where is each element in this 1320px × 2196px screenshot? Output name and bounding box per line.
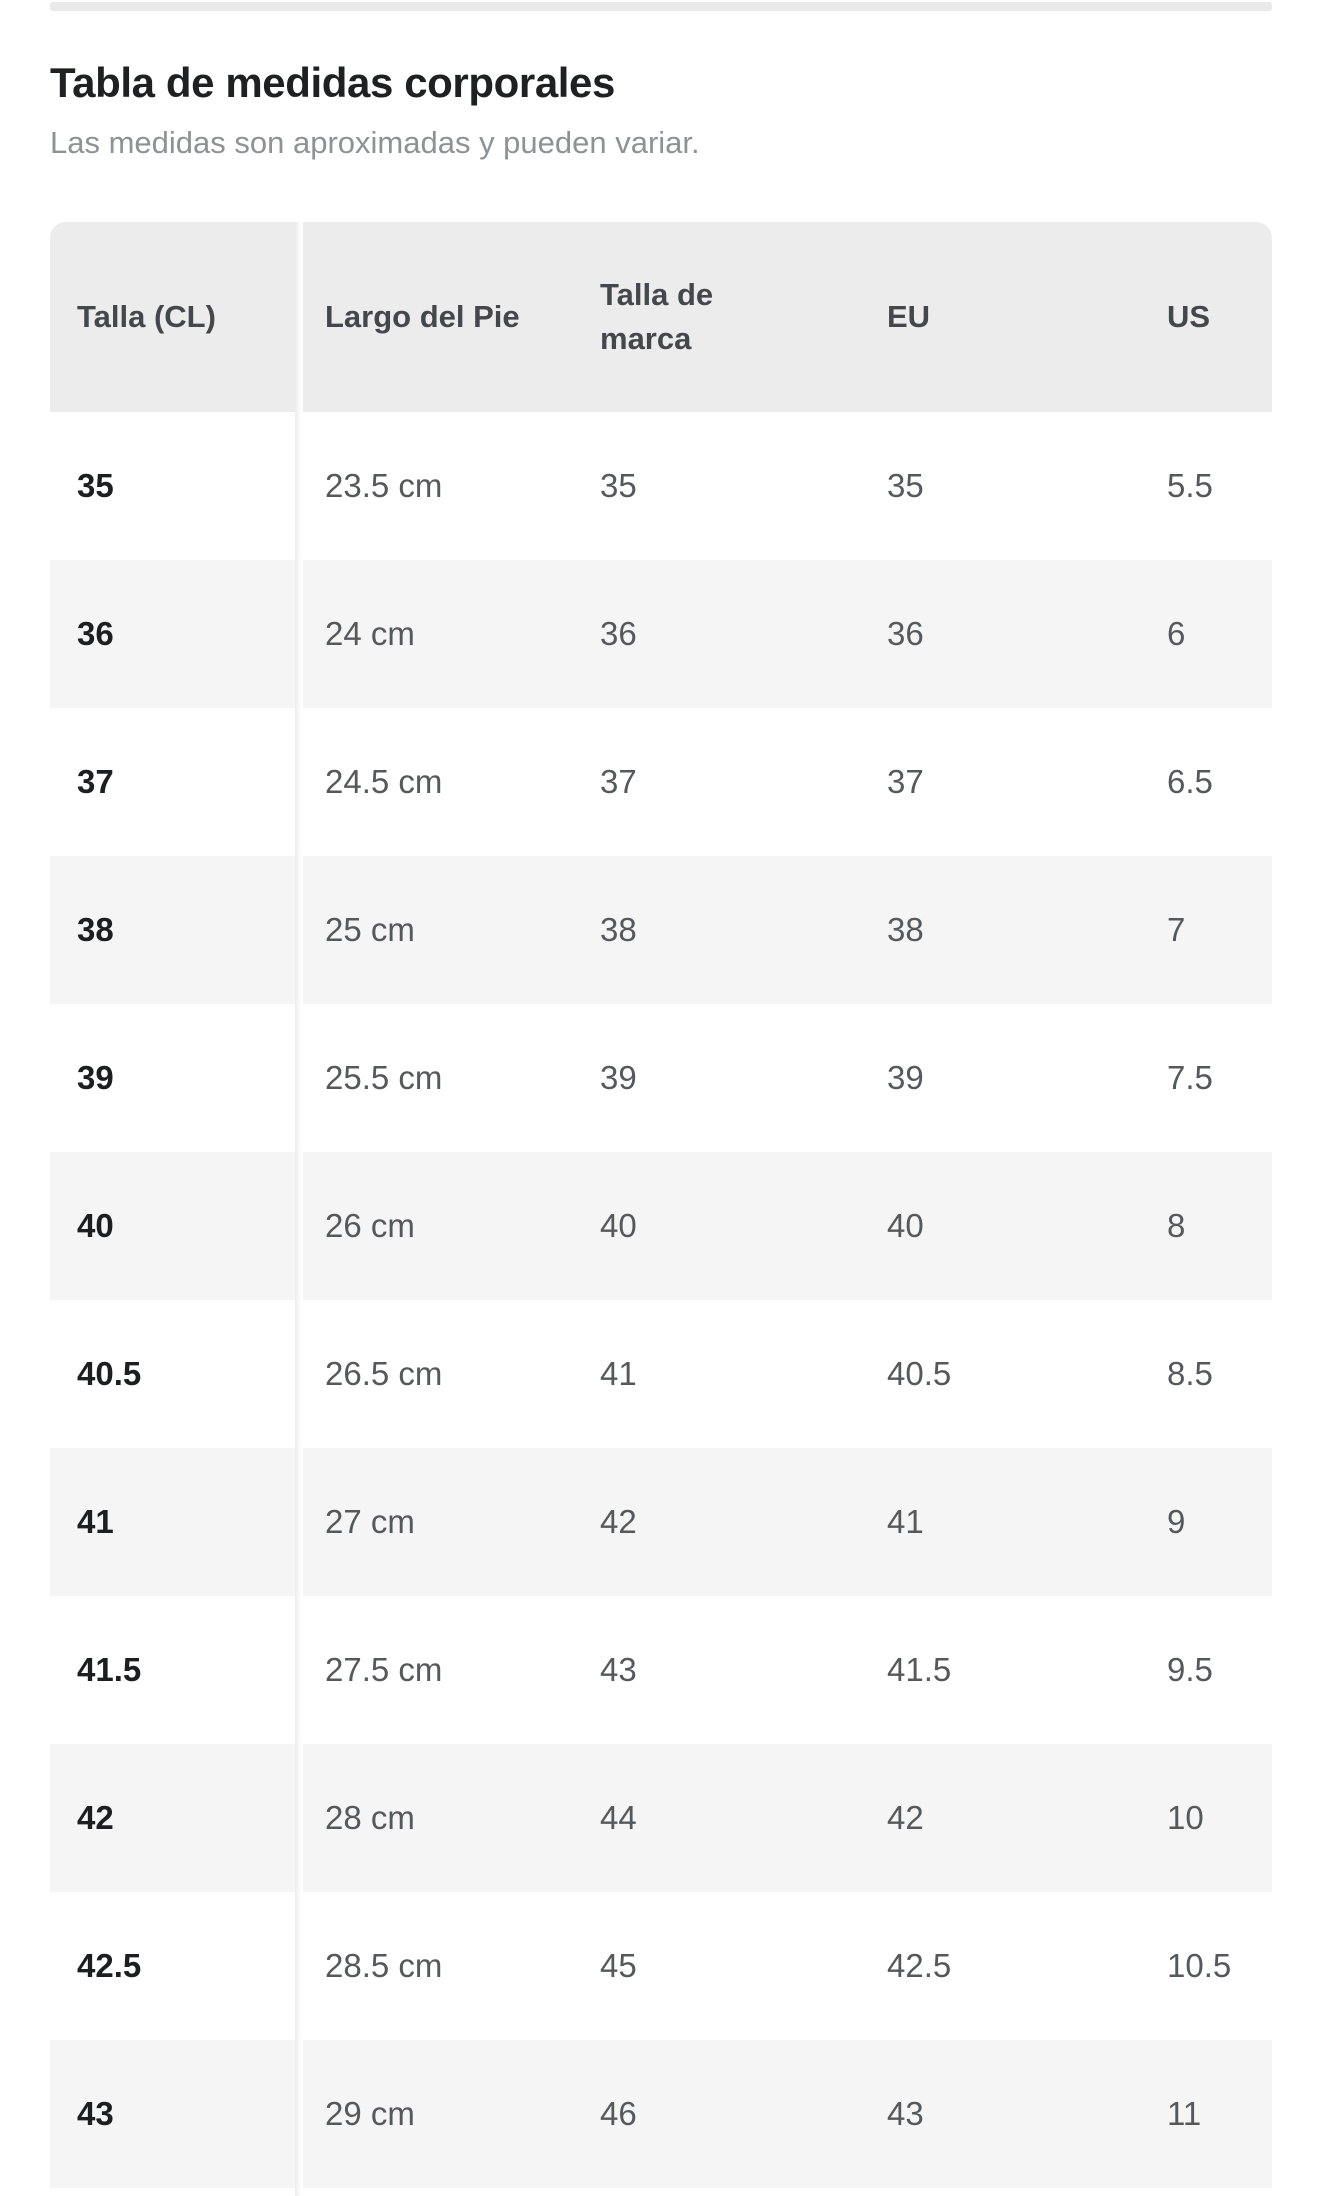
cell-talla-de-marca: 41 <box>600 1355 637 1392</box>
cell-us: 9 <box>1167 1503 1186 1540</box>
page-title: Tabla de medidas corporales <box>50 59 615 106</box>
cell-largo-del-pie: 27.5 cm <box>325 1651 443 1688</box>
cell-talla-cl: 39 <box>50 1004 295 1152</box>
table-row <box>50 856 1272 1004</box>
cell-talla-de-marca: 39 <box>600 1059 637 1096</box>
cell-talla-cl: 36 <box>50 560 295 708</box>
cell-talla-de-marca: 38 <box>600 911 637 948</box>
cell-talla-de-marca: 36 <box>600 615 637 652</box>
cell-largo-del-pie: 25.5 cm <box>325 1059 443 1096</box>
cell-largo-del-pie: 27 cm <box>325 1503 415 1540</box>
cell-us: 7.5 <box>1167 1059 1213 1096</box>
cell-largo-del-pie: 23.5 cm <box>325 467 443 504</box>
cell-largo-del-pie: 25 cm <box>325 911 415 948</box>
table-row <box>50 560 1272 708</box>
sticky-column-divider <box>295 708 303 856</box>
cell-eu: 35 <box>887 467 924 504</box>
table-row <box>50 1596 1272 1744</box>
sticky-column-divider <box>295 1596 303 1744</box>
table-row <box>50 708 1272 856</box>
table-row <box>50 412 1272 560</box>
sticky-column-divider <box>295 412 303 560</box>
sticky-column-divider <box>295 2040 303 2188</box>
size-table[interactable] <box>50 222 1272 2196</box>
cell-us: 6.5 <box>1167 763 1213 800</box>
header-label: US <box>1167 299 1211 334</box>
cell-talla-de-marca: 37 <box>600 763 637 800</box>
cell-us: 5.5 <box>1167 467 1213 504</box>
cell-us: 6 <box>1167 615 1186 652</box>
cell-eu: 42 <box>887 1799 924 1836</box>
cell-us: 11 <box>1167 2095 1202 2132</box>
cell-talla-cl: 43 <box>50 2040 295 2188</box>
cell-talla-cl: 42 <box>50 1744 295 1892</box>
sticky-column-divider <box>295 1892 303 2040</box>
cell-largo-del-pie: 28 cm <box>325 1799 415 1836</box>
cell-talla-cl: 35 <box>50 412 295 560</box>
cell-eu: 37 <box>887 763 924 800</box>
table-row <box>50 1300 1272 1448</box>
header-cell-us <box>1145 222 1272 412</box>
header-cell-talla-de-marca <box>578 222 865 412</box>
cell-us: 9.5 <box>1167 1651 1213 1688</box>
cell-talla-cl: 40.5 <box>50 1300 295 1448</box>
cell-eu: 39 <box>887 1059 924 1096</box>
cell-us: 10 <box>1167 1799 1204 1836</box>
cell-largo-del-pie: 26.5 cm <box>325 1355 443 1392</box>
cell-largo-del-pie: 26 cm <box>325 1207 415 1244</box>
header-label: Talla (CL) <box>77 299 216 334</box>
sticky-column-divider <box>295 2188 303 2196</box>
cell-eu: 38 <box>887 911 924 948</box>
cell-talla-de-marca: 43 <box>600 1651 637 1688</box>
table-row <box>50 1448 1272 1596</box>
cell-eu: 41.5 <box>887 1651 952 1688</box>
sticky-column-divider <box>295 222 303 412</box>
cell-talla-cl: 38 <box>50 856 295 1004</box>
page-subtitle: Las medidas son aproximadas y pueden variar. <box>50 125 700 160</box>
table-row <box>50 2040 1272 2188</box>
sticky-column-divider <box>295 856 303 1004</box>
cell-eu: 40.5 <box>887 1355 952 1392</box>
cell-talla-cl: 40 <box>50 1152 295 1300</box>
table-row <box>50 1744 1272 1892</box>
cell-largo-del-pie: 29 cm <box>325 2095 415 2132</box>
cell-largo-del-pie: 28.5 cm <box>325 1947 443 1984</box>
cell-talla-cl: 41.5 <box>50 1596 295 1744</box>
header-cell-eu <box>865 222 1145 412</box>
cell-us: 8.5 <box>1167 1355 1213 1392</box>
table-row <box>50 1152 1272 1300</box>
table-header-row <box>50 222 1272 412</box>
header-label: Largo del Pie <box>325 299 520 334</box>
cell-talla-de-marca: 45 <box>600 1947 637 1984</box>
header-label: Talla de marca <box>600 277 714 356</box>
cell-eu: 43 <box>887 2095 924 2132</box>
cell-talla-de-marca: 44 <box>600 1799 637 1836</box>
table-body <box>50 412 1272 2188</box>
cell-largo-del-pie: 24 cm <box>325 615 415 652</box>
cell-talla-cl: 42.5 <box>50 1892 295 2040</box>
cell-eu: 40 <box>887 1207 924 1244</box>
cell-talla-de-marca: 40 <box>600 1207 637 1244</box>
sticky-column-divider <box>295 1448 303 1596</box>
clipped-top-element <box>50 2 1272 11</box>
cell-eu: 42.5 <box>887 1947 952 1984</box>
cell-talla-cl: 37 <box>50 708 295 856</box>
sticky-column-divider <box>295 560 303 708</box>
cell-us: 10.5 <box>1167 1947 1232 1984</box>
cell-us: 7 <box>1167 911 1186 948</box>
cell-eu: 36 <box>887 615 924 652</box>
sticky-column-divider <box>295 1300 303 1448</box>
sticky-column-divider <box>295 1004 303 1152</box>
header-label: EU <box>887 299 931 334</box>
sticky-column-divider <box>295 1744 303 1892</box>
header-cell-talla-cl <box>50 222 295 412</box>
cell-talla-de-marca: 46 <box>600 2095 637 2132</box>
header-cell-largo-del-pie <box>303 222 578 412</box>
cell-talla-cl: 41 <box>50 1448 295 1596</box>
cell-talla-de-marca: 42 <box>600 1503 637 1540</box>
cell-eu: 41 <box>887 1503 924 1540</box>
cell-largo-del-pie: 24.5 cm <box>325 763 443 800</box>
cell-us: 8 <box>1167 1207 1186 1244</box>
table-row <box>50 1892 1272 2040</box>
table-row <box>50 1004 1272 1152</box>
cell-talla-de-marca: 35 <box>600 467 637 504</box>
clipped-next-row <box>50 2188 1272 2196</box>
sticky-column-divider <box>295 1152 303 1300</box>
